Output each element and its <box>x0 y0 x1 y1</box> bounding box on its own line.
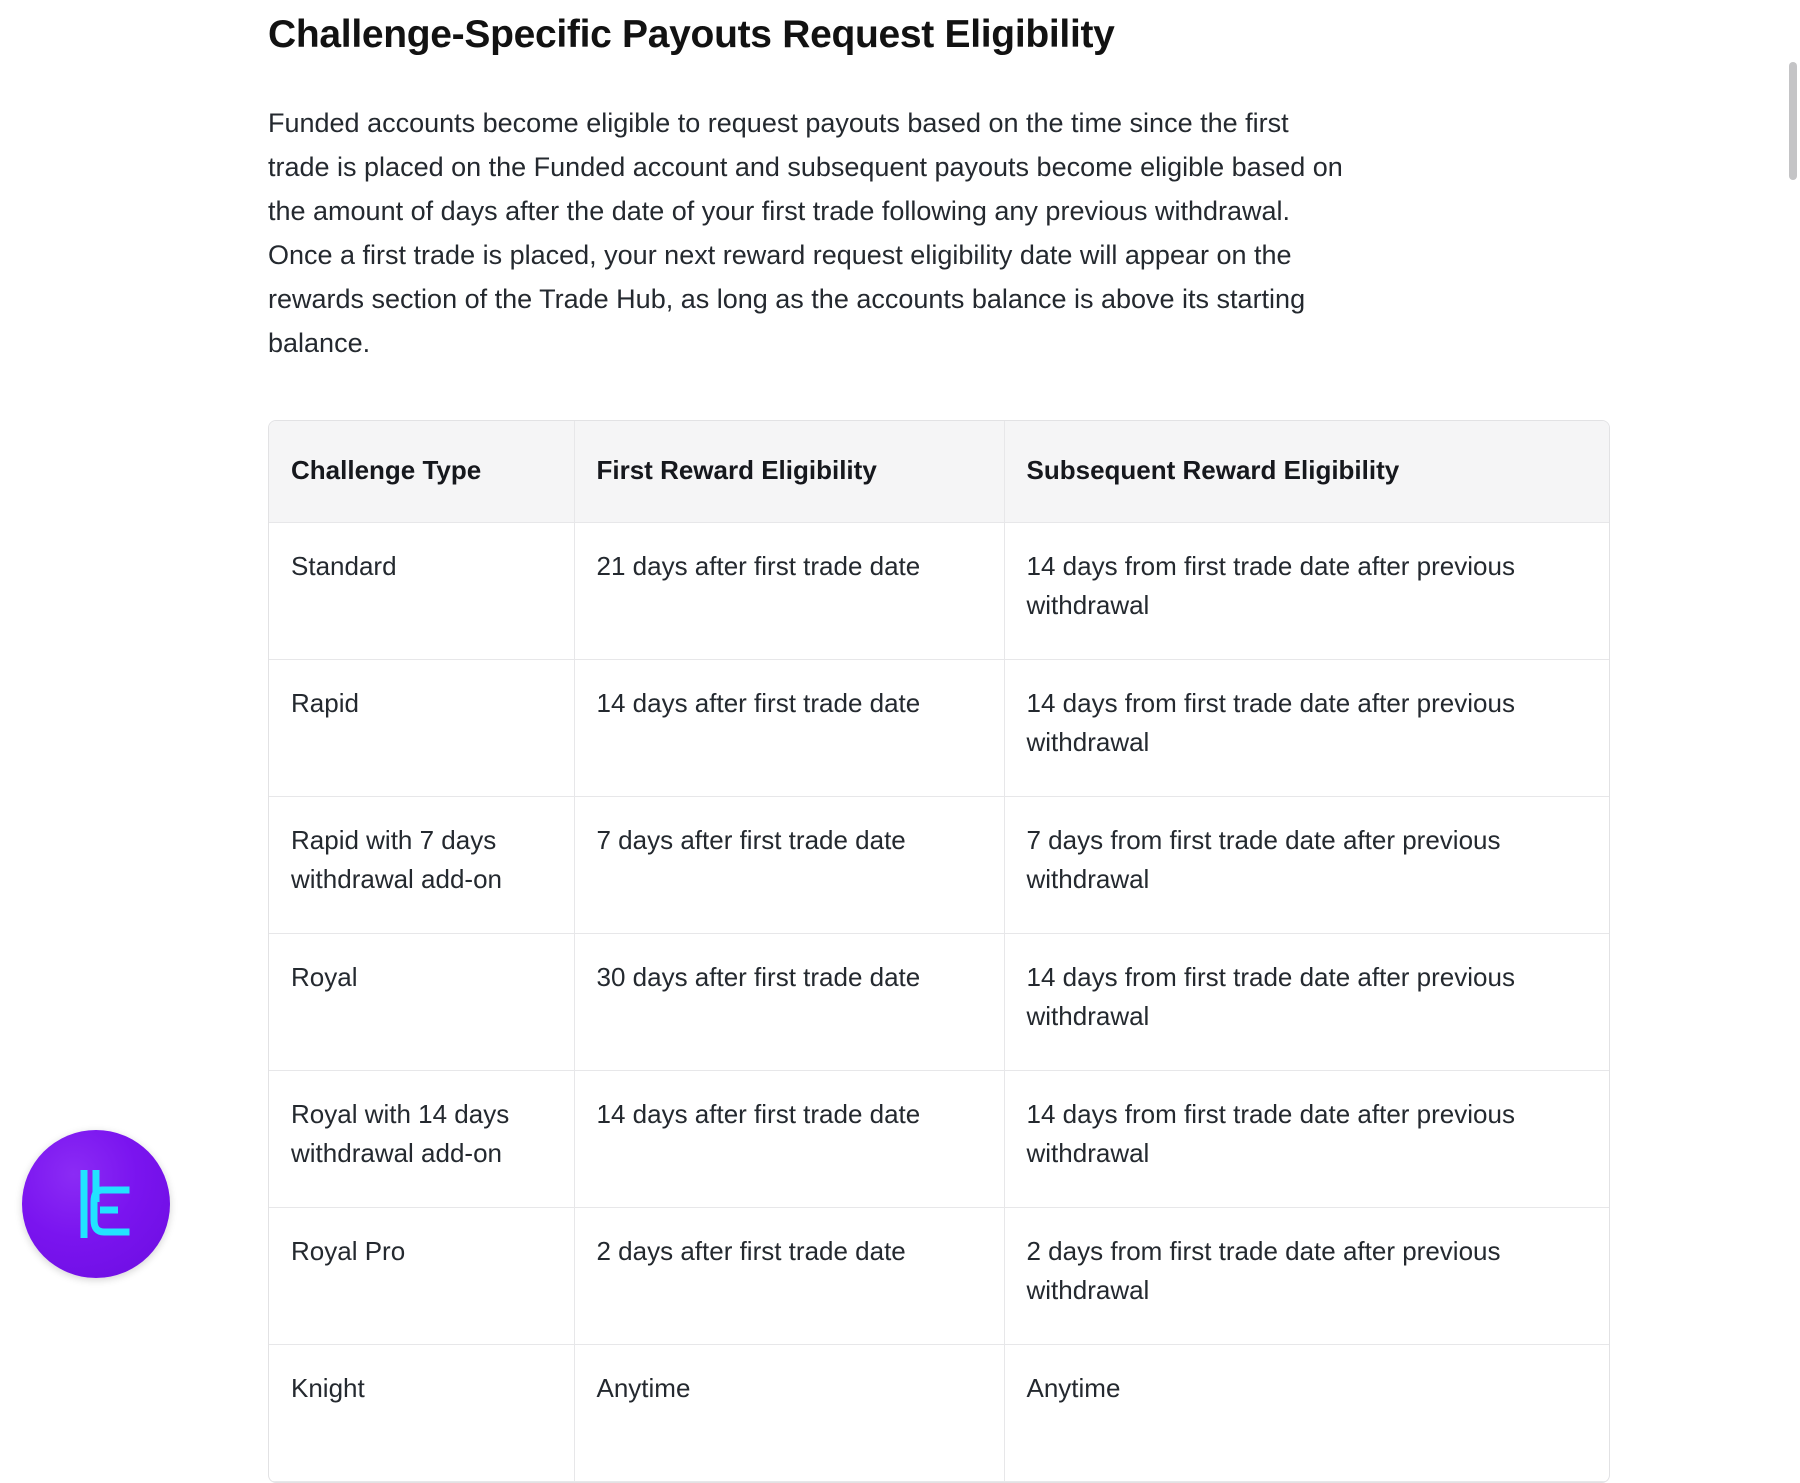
eligibility-table-container <box>268 420 1610 1483</box>
table-row <box>269 1070 1609 1207</box>
eligibility-table <box>269 421 1609 1482</box>
column-header-subsequent-reward-eligibility: Subsequent Reward Eligibility <box>1004 421 1609 523</box>
vertical-scrollbar-thumb[interactable] <box>1789 62 1797 180</box>
cell-challenge-type: Royal Pro <box>269 1207 574 1344</box>
cell-first-reward: 30 days after first trade date <box>574 933 1004 1070</box>
table-row <box>269 1344 1609 1481</box>
cell-subsequent-reward: 14 days from first trade date after previous withdrawal <box>1004 1070 1609 1207</box>
table-row <box>269 659 1609 796</box>
vertical-scrollbar-track[interactable] <box>1786 0 1800 1476</box>
cell-challenge-type: Knight <box>269 1344 574 1481</box>
cell-subsequent-reward: 7 days from first trade date after previous withdrawal <box>1004 796 1609 933</box>
brand-logo-badge[interactable] <box>22 1130 170 1278</box>
cell-challenge-type: Standard <box>269 522 574 659</box>
table-header-row <box>269 421 1609 523</box>
table-row <box>269 1207 1609 1344</box>
cell-challenge-type: Royal with 14 days withdrawal add-on <box>269 1070 574 1207</box>
cell-challenge-type: Rapid <box>269 659 574 796</box>
brand-logo-icon <box>54 1162 138 1246</box>
cell-first-reward: 21 days after first trade date <box>574 522 1004 659</box>
cell-first-reward: 7 days after first trade date <box>574 796 1004 933</box>
cell-first-reward: 14 days after first trade date <box>574 659 1004 796</box>
cell-subsequent-reward: Anytime <box>1004 1344 1609 1481</box>
page-title: Challenge-Specific Payouts Request Eligibility <box>268 13 1115 56</box>
table-row <box>269 522 1609 659</box>
cell-first-reward: 2 days after first trade date <box>574 1207 1004 1344</box>
cell-subsequent-reward: 14 days from first trade date after previous withdrawal <box>1004 522 1609 659</box>
cell-first-reward: Anytime <box>574 1344 1004 1481</box>
cell-challenge-type: Rapid with 7 days withdrawal add-on <box>269 796 574 933</box>
cell-first-reward: 14 days after first trade date <box>574 1070 1004 1207</box>
table-row <box>269 933 1609 1070</box>
column-header-challenge-type: Challenge Type <box>269 421 574 523</box>
cell-subsequent-reward: 2 days from first trade date after previous withdrawal <box>1004 1207 1609 1344</box>
cell-challenge-type: Royal <box>269 933 574 1070</box>
document-content <box>268 0 1515 1483</box>
cell-subsequent-reward: 14 days from first trade date after previous withdrawal <box>1004 659 1609 796</box>
cell-subsequent-reward: 14 days from first trade date after previous withdrawal <box>1004 933 1609 1070</box>
column-header-first-reward-eligibility: First Reward Eligibility <box>574 421 1004 523</box>
intro-paragraph: Funded accounts become eligible to request payouts based on the time since the first trade is placed on the Funded account and subsequent payouts become eligible based on the amount of days after the date of your first trade following any previous withdrawal. Once a first trade is placed, your next reward request eligibility date will appear on the rewards section of the Trade Hub, as long as the accounts balance is above its starting balance. <box>268 107 1343 358</box>
table-row <box>269 796 1609 933</box>
